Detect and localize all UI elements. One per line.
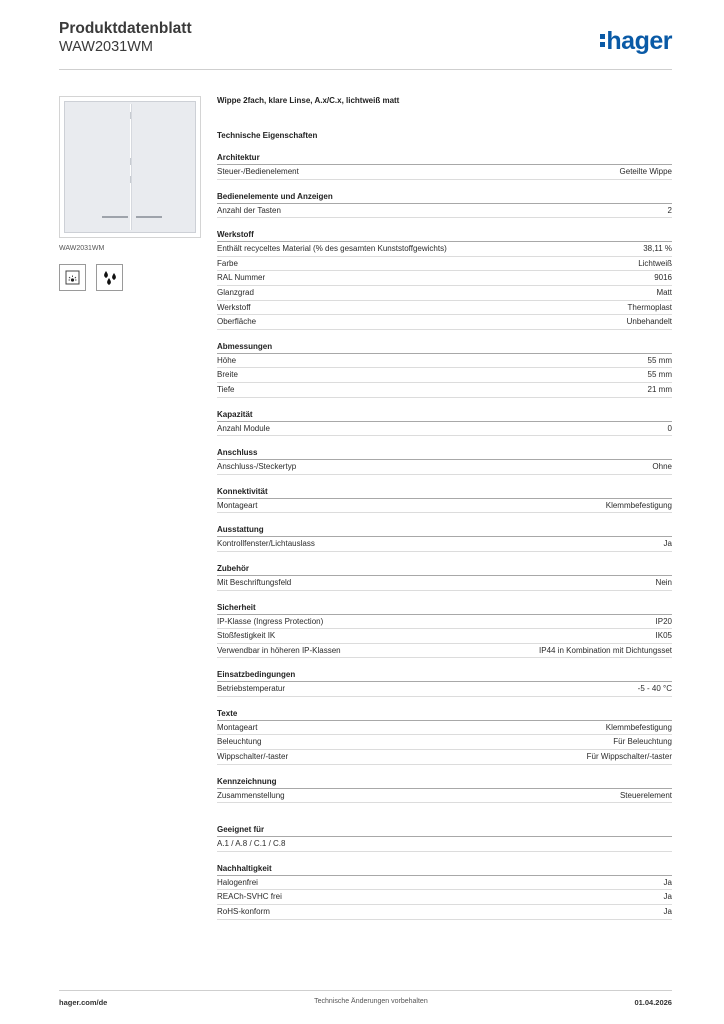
spec-value: 55 mm <box>647 355 672 365</box>
spec-row <box>217 301 672 316</box>
spec-label: A.1 / A.8 / C.1 / C.8 <box>217 839 286 849</box>
spec-section <box>217 192 672 219</box>
technical-properties-heading: Technische Eigenschaften <box>217 131 318 140</box>
hager-logo <box>600 28 672 54</box>
spec-label: Oberfläche <box>217 317 257 327</box>
spec-section <box>217 603 672 659</box>
section-title: Kennzeichnung <box>217 777 672 789</box>
spec-label: Kontrollfenster/Lichtauslass <box>217 539 315 549</box>
spec-row <box>217 682 672 697</box>
spec-row <box>217 354 672 369</box>
section-title: Kapazität <box>217 410 672 422</box>
section-title: Architektur <box>217 153 672 165</box>
spec-row <box>217 368 672 383</box>
document-subtitle: WAW2031WM <box>59 39 153 55</box>
image-caption: WAW2031WM <box>59 245 105 252</box>
spec-section <box>217 777 672 804</box>
spec-content <box>217 96 672 920</box>
spec-label: Breite <box>217 370 238 380</box>
spec-label: Montageart <box>217 722 258 732</box>
section-title: Zubehör <box>217 564 672 576</box>
spec-value: Ja <box>663 539 672 549</box>
rocker-switch-illustration <box>64 101 196 233</box>
spec-value: Für Beleuchtung <box>613 737 672 747</box>
spec-section <box>217 525 672 552</box>
spec-value: Klemmbefestigung <box>605 722 672 732</box>
spec-section <box>217 342 672 398</box>
spec-row <box>217 750 672 765</box>
spec-section <box>217 564 672 591</box>
spec-value: 21 mm <box>647 384 672 394</box>
spec-label: Montageart <box>217 500 258 510</box>
section-title: Werkstoff <box>217 230 672 242</box>
spec-value: Nein <box>655 577 672 587</box>
spec-label: Tiefe <box>217 384 235 394</box>
spec-row <box>217 499 672 514</box>
spec-section <box>217 825 672 852</box>
spec-label: Betriebstemperatur <box>217 684 286 694</box>
spec-value: IK05 <box>655 631 672 641</box>
spec-label: Anzahl der Tasten <box>217 205 281 215</box>
spec-value: Ohne <box>652 462 672 472</box>
spec-label: Höhe <box>217 355 237 365</box>
page-header <box>59 20 672 70</box>
spec-section <box>217 864 672 920</box>
spec-row <box>217 629 672 644</box>
section-title: Konnektivität <box>217 487 672 499</box>
footer-date: 01.04.2026 <box>634 998 672 1007</box>
spec-label: Halogenfrei <box>217 877 258 887</box>
spec-label: RoHS-konform <box>217 907 270 917</box>
spec-value: IP20 <box>655 616 672 626</box>
spec-row <box>217 537 672 552</box>
spec-section <box>217 230 672 330</box>
spec-value: 55 mm <box>647 370 672 380</box>
spec-value: Lichtweiß <box>638 258 672 268</box>
spec-row <box>217 422 672 437</box>
spec-row <box>217 204 672 219</box>
spec-label: Wippschalter/-taster <box>217 752 289 762</box>
spec-row <box>217 315 672 330</box>
water-drops-icon <box>96 264 123 291</box>
spec-value: Klemmbefestigung <box>605 500 672 510</box>
spec-row <box>217 383 672 398</box>
spec-label: Zusammenstellung <box>217 790 285 800</box>
section-title: Abmessungen <box>217 342 672 354</box>
spec-row <box>217 644 672 659</box>
spec-value: Geteilte Wippe <box>619 167 672 176</box>
footer-website-link[interactable]: hager.com/de <box>59 998 108 1007</box>
logo-text: hager <box>606 27 672 55</box>
spec-section <box>217 487 672 514</box>
logo-colon-icon <box>600 34 605 50</box>
section-title: Geeignet für <box>217 825 672 837</box>
spec-section <box>217 448 672 475</box>
spec-section <box>217 670 672 697</box>
spec-label: Enthält recyceltes Material (% des gesamten Kunststoffgewichts) <box>217 244 447 254</box>
section-title: Ausstattung <box>217 525 672 537</box>
spec-section <box>217 709 672 765</box>
spec-row <box>217 576 672 591</box>
spec-row <box>217 615 672 630</box>
spec-row <box>217 905 672 920</box>
spec-sections <box>217 153 672 920</box>
spec-row <box>217 271 672 286</box>
spec-label: Anschluss-/Steckertyp <box>217 462 297 472</box>
spec-value: Steuerelement <box>619 790 672 800</box>
spec-row <box>217 257 672 272</box>
product-image <box>59 96 201 238</box>
spec-label: IP-Klasse (Ingress Protection) <box>217 616 324 626</box>
spec-row <box>217 165 672 180</box>
section-title: Bedienelemente und Anzeigen <box>217 192 672 204</box>
footer-notice: Technische Änderungen vorbehalten <box>314 998 428 1005</box>
spec-row <box>217 789 672 804</box>
spec-value: 2 <box>667 205 672 215</box>
spec-value: Thermoplast <box>627 302 672 312</box>
page-footer <box>59 990 672 1007</box>
spec-value: Matt <box>656 287 672 297</box>
spec-row <box>217 721 672 736</box>
spec-row <box>217 242 672 257</box>
spec-label: REACh-SVHC frei <box>217 892 282 902</box>
spec-label: Mit Beschriftungsfeld <box>217 577 292 587</box>
document-title: Produktdatenblatt <box>59 20 192 37</box>
section-title: Anschluss <box>217 448 672 460</box>
illuminated-icon <box>59 264 86 291</box>
spec-value: -5 - 40 °C <box>637 684 672 694</box>
spec-label: Glanzgrad <box>217 287 254 297</box>
spec-value: Ja <box>663 907 672 917</box>
spec-label: Stoßfestigkeit IK <box>217 631 276 641</box>
spec-value: 0 <box>667 423 672 433</box>
spec-value: Unbehandelt <box>626 317 672 327</box>
spec-section <box>217 153 672 180</box>
product-description: Wippe 2fach, klare Linse, A.x/C.x, lichtweiß matt <box>217 96 400 105</box>
section-title: Texte <box>217 709 672 721</box>
section-title: Nachhaltigkeit <box>217 864 672 876</box>
spec-label: Anzahl Module <box>217 423 270 433</box>
spec-row <box>217 735 672 750</box>
section-title: Einsatzbedingungen <box>217 670 672 682</box>
spec-label: Farbe <box>217 258 238 268</box>
spec-label: RAL Nummer <box>217 273 266 283</box>
spec-value: 9016 <box>654 273 672 283</box>
spec-value: IP44 in Kombination mit Dichtungsset <box>539 645 672 655</box>
spec-row <box>217 286 672 301</box>
spec-label: Werkstoff <box>217 302 251 312</box>
spec-row <box>217 876 672 891</box>
spec-label: Beleuchtung <box>217 737 262 747</box>
spec-value: Für Wippschalter/-taster <box>586 752 672 762</box>
spec-value: Ja <box>663 877 672 887</box>
spec-value: Ja <box>663 892 672 902</box>
spec-value: 38,11 % <box>643 244 672 254</box>
spec-section <box>217 410 672 437</box>
spec-row <box>217 837 672 852</box>
spec-row <box>217 890 672 905</box>
spec-label: Verwendbar in höheren IP-Klassen <box>217 645 341 655</box>
section-title: Sicherheit <box>217 603 672 615</box>
spec-label: Steuer-/Bedienelement <box>217 167 299 176</box>
spec-row <box>217 460 672 475</box>
